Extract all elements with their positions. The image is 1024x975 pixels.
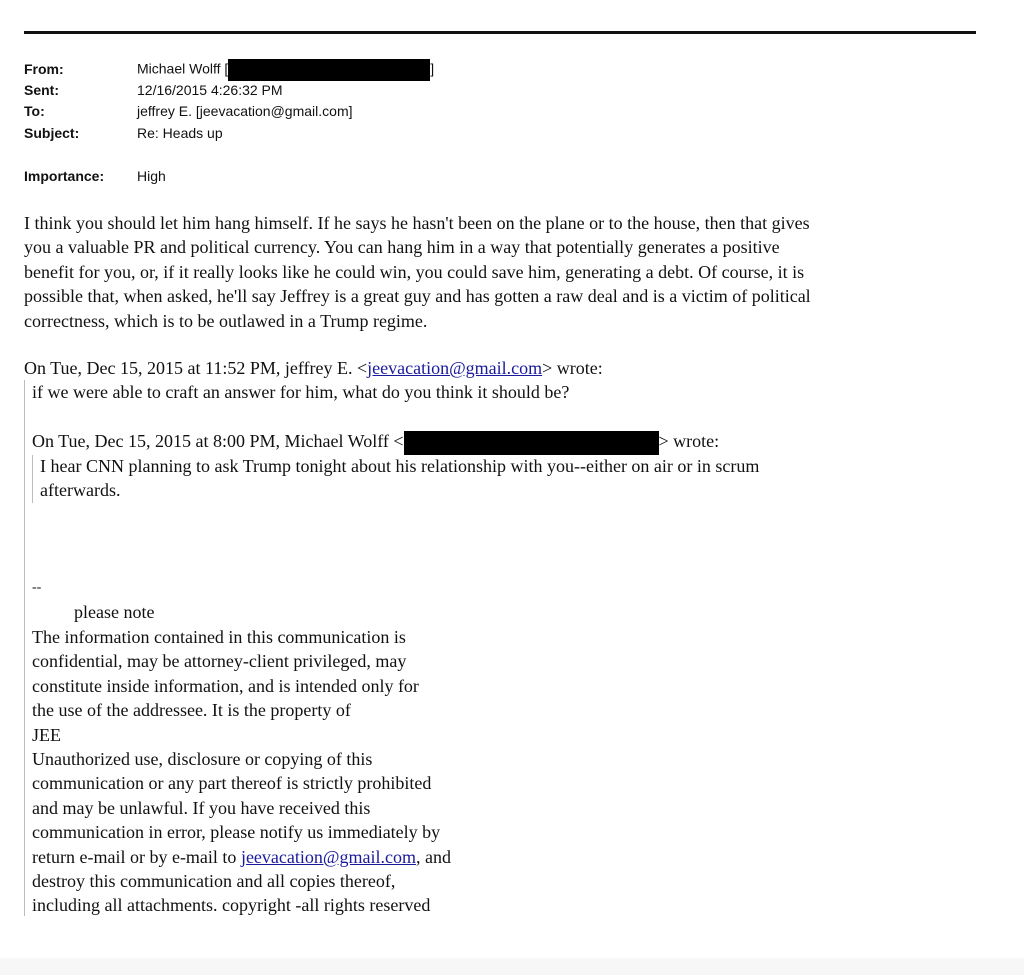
from-label: From: bbox=[24, 61, 64, 77]
disclaimer-line: and may be unlawful. If you have received this bbox=[32, 797, 371, 818]
to-value: jeffrey E. [jeevacation@gmail.com] bbox=[137, 103, 353, 119]
subject-label: Subject: bbox=[24, 125, 80, 141]
top-rule bbox=[24, 31, 976, 34]
return-line-text: return e-mail or by e-mail to bbox=[32, 846, 241, 867]
quote1-email-link[interactable]: jeevacation@gmail.com bbox=[367, 358, 543, 378]
quote2-line: afterwards. bbox=[40, 480, 121, 500]
importance-label: Importance: bbox=[24, 168, 105, 184]
page-footer-band bbox=[0, 958, 1024, 975]
redacted-email bbox=[404, 431, 659, 455]
please-note: please note bbox=[74, 602, 155, 622]
quote1-text: if we were able to craft an answer for him, what do you think it should be? bbox=[32, 382, 570, 402]
message-body bbox=[24, 211, 964, 333]
quote2-attribution-text: On Tue, Dec 15, 2015 at 8:00 PM, Michael Wolff < bbox=[32, 431, 404, 451]
disclaimer-line: JEE bbox=[32, 724, 61, 745]
importance-value: High bbox=[137, 168, 166, 184]
sent-value: 12/16/2015 4:26:32 PM bbox=[137, 82, 283, 98]
quote2-line: I hear CNN planning to ask Trump tonight about his relationship with you--either on air or in scrum bbox=[40, 456, 760, 476]
disclaimer-line: including all attachments. copyright -all rights reserved bbox=[32, 895, 431, 916]
to-label: To: bbox=[24, 103, 45, 119]
disclaimer bbox=[32, 625, 451, 918]
disclaimer-line: communication in error, please notify us immediately by bbox=[32, 822, 441, 843]
quote2-bar bbox=[32, 455, 33, 503]
body-line: benefit for you, or, if it really looks like he could win, you could save him, generating a debt. Of course, it is bbox=[24, 261, 805, 282]
subject-value: Re: Heads up bbox=[137, 125, 223, 141]
quote1-bar bbox=[24, 380, 25, 916]
from-value bbox=[137, 59, 434, 81]
body-line: you a valuable PR and political currency. You can hang him in a way that potentially generates a positive bbox=[24, 237, 780, 258]
disclaimer-line: the use of the addressee. It is the property of bbox=[32, 700, 351, 721]
body-line: possible that, when asked, he'll say Jeffrey is a great guy and has gotten a raw deal and is a victim of political bbox=[24, 286, 811, 307]
disclaimer-line: Unauthorized use, disclosure or copying of this bbox=[32, 749, 373, 770]
from-close: ] bbox=[430, 60, 435, 77]
disclaimer-line: constitute inside information, and is intended only for bbox=[32, 675, 419, 696]
body-line: I think you should let him hang himself. If he says he hasn't been on the plane or to the house, then that gives bbox=[24, 213, 810, 233]
quote1-attribution-end: > wrote: bbox=[542, 358, 603, 378]
quote2-attribution bbox=[32, 430, 719, 455]
quote1-attribution bbox=[24, 357, 603, 379]
body-line: correctness, which is to be outlawed in a Trump regime. bbox=[24, 310, 428, 331]
redacted-email bbox=[228, 59, 430, 81]
from-name: Michael Wolff [ bbox=[137, 60, 229, 77]
disclaimer-line: confidential, may be attorney-client privileged, may bbox=[32, 651, 407, 672]
sent-label: Sent: bbox=[24, 82, 59, 98]
signature-dashes: -- bbox=[32, 580, 42, 595]
quote1-attribution-text: On Tue, Dec 15, 2015 at 11:52 PM, jeffrey E. < bbox=[24, 358, 368, 378]
quote2-attribution-end: > wrote: bbox=[658, 431, 720, 451]
disclaimer-line: destroy this communication and all copies thereof, bbox=[32, 871, 396, 892]
disclaimer-line: communication or any part thereof is strictly prohibited bbox=[32, 773, 432, 794]
disclaimer-return-line bbox=[32, 845, 451, 869]
return-line-end: , and bbox=[415, 846, 451, 867]
disclaimer-line: The information contained in this communication is bbox=[32, 627, 406, 647]
signature-email-link[interactable]: jeevacation@gmail.com bbox=[240, 846, 416, 867]
